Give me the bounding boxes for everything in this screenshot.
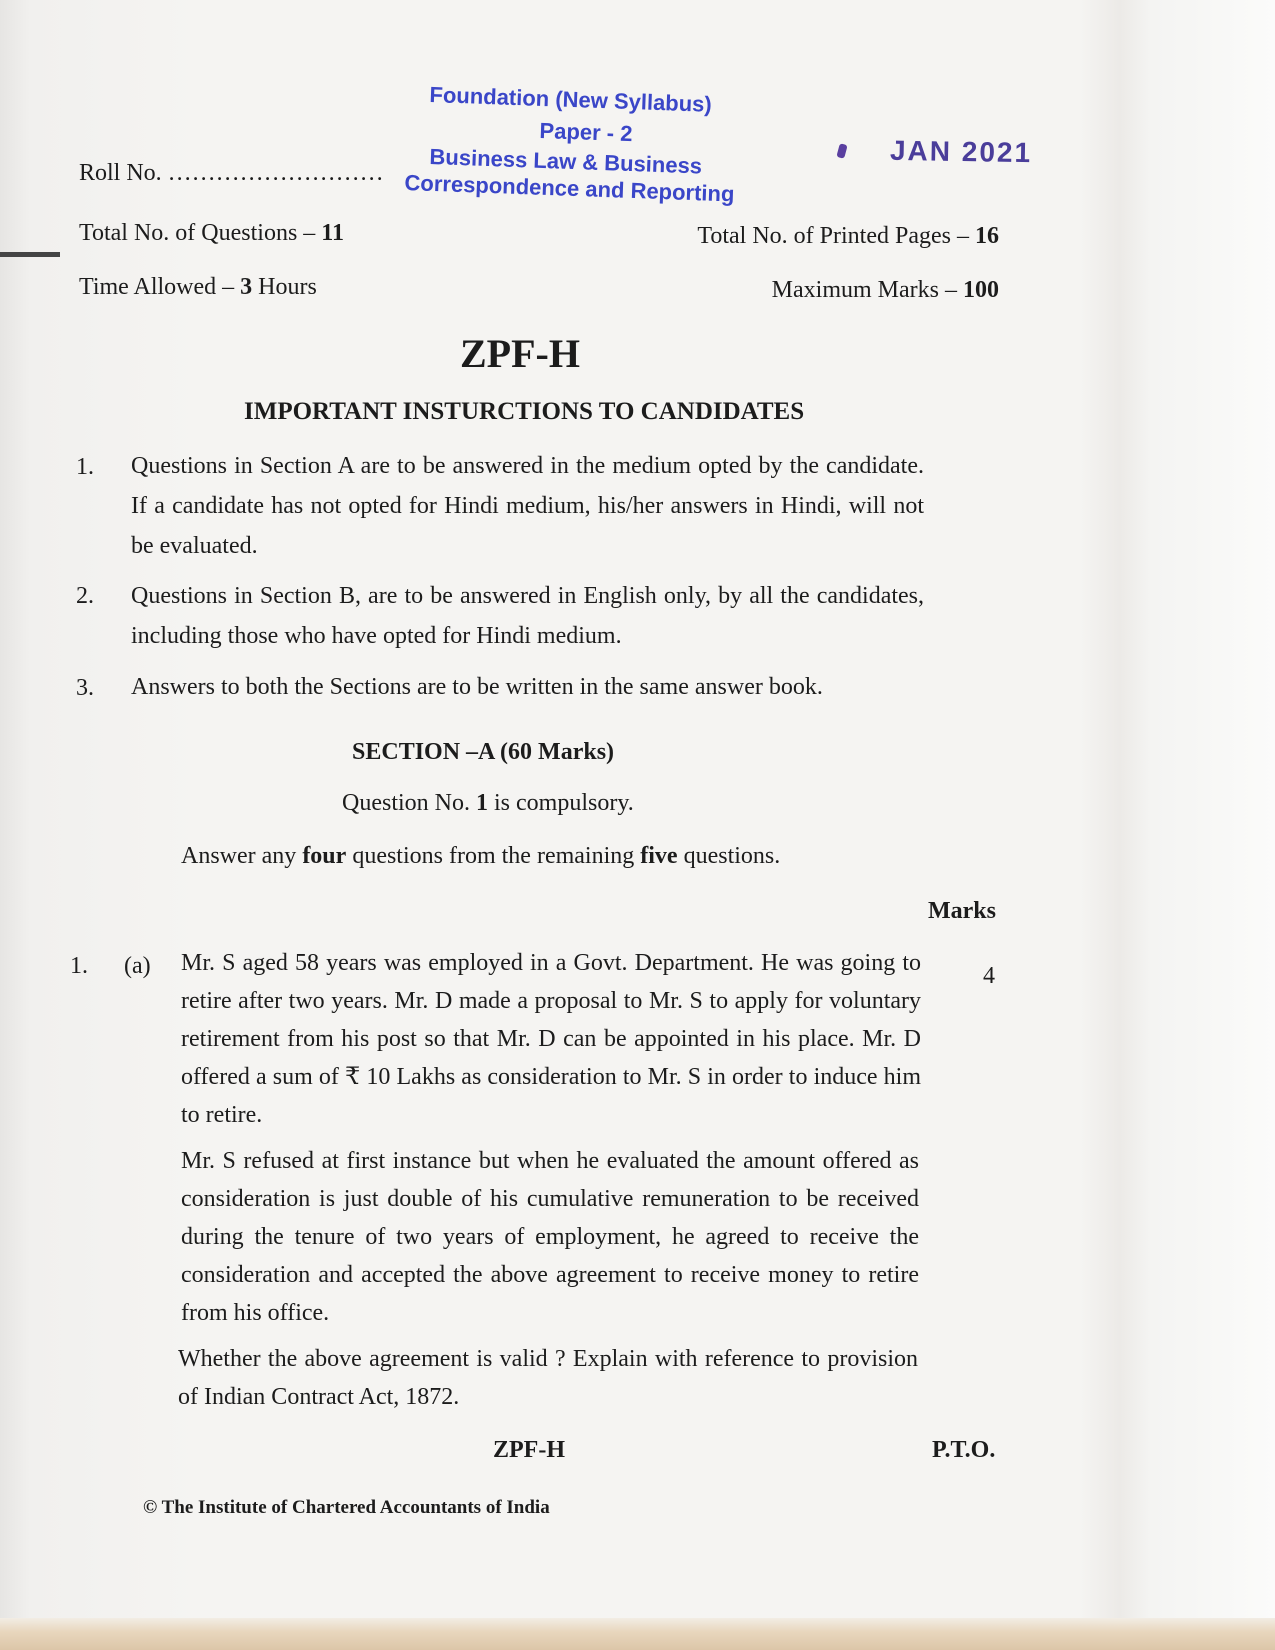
total-pages-label: Total No. of Printed Pages – (697, 223, 975, 249)
question-1-paragraph-1: Mr. S aged 58 years was employed in a Govt. Department. He was going to retire after two years. Mr. D made a proposal to Mr. S to apply for voluntary retirement from his post so that Mr. D can be appointed in his place. Mr. D offered a sum of ₹ 10 Lakhs as consideration to Mr. S in order to induce him to retire. (181, 950, 921, 1128)
instruction-2-number: 2. (76, 583, 94, 609)
instructions-heading: IMPORTANT INSTURCTIONS TO CANDIDATES (244, 398, 805, 425)
compulsory-pre: Question No. (342, 790, 476, 816)
time-allowed (79, 274, 317, 301)
question-1-number: 1. (70, 953, 88, 979)
answer-mid: questions from the remaining (346, 843, 641, 869)
stamp-dot-icon (836, 143, 847, 159)
scan-bottom-band (0, 1618, 1275, 1650)
roll-number-label: Roll No. ……………………… (79, 160, 384, 186)
scan-edge-mark (0, 252, 60, 257)
instruction-3-text: Answers to both the Sections are to be written in the same answer book. (131, 674, 823, 700)
page-turn-over: P.T.O. (932, 1437, 996, 1463)
time-allowed-value: 3 (240, 274, 253, 300)
maximum-marks-value: 100 (963, 277, 999, 303)
total-questions (79, 220, 344, 247)
answer-pre: Answer any (181, 843, 303, 869)
answer-five: five (640, 843, 678, 869)
answer-post: questions. (677, 843, 781, 869)
marks-heading: Marks (928, 898, 996, 924)
stamp-line-4: Correspondence and Reporting (404, 170, 735, 207)
answer-note (181, 843, 780, 870)
instruction-1-number: 1. (76, 454, 94, 480)
total-questions-value: 11 (321, 220, 344, 246)
question-1-marks: 4 (983, 963, 995, 989)
stamp-line-3: Business Law & Business (429, 144, 703, 179)
question-1-part: (a) (124, 953, 151, 979)
question-1-paragraph-2: Mr. S refused at first instance but when he evaluated the amount offered as consideration is just double of his cumulative remuneration to be received during the tenure of two years of employment, he agreed to receive the consideration and accepted the above agreement to receive money to retire from his office. (181, 1148, 919, 1326)
paper-code: ZPF-H (460, 331, 580, 376)
instruction-1-text: Questions in Section A are to be answered in the medium opted by the candidate. If a candidate has not opted for Hindi medium, his/her answers in Hindi, will not be evaluated. (131, 453, 924, 559)
total-pages (697, 223, 999, 250)
compulsory-number: 1 (476, 790, 488, 816)
footer-paper-code: ZPF-H (493, 1437, 565, 1463)
instruction-2-text: Questions in Section B, are to be answered in English only, by all the candidates, including those who have opted for Hindi medium. (131, 583, 924, 649)
exam-date: JAN 2021 (889, 134, 1033, 169)
section-a-heading: SECTION –A (60 Marks) (352, 739, 615, 765)
compulsory-note (342, 790, 634, 817)
time-allowed-label: Time Allowed – (79, 274, 241, 300)
answer-four: four (302, 843, 347, 869)
time-allowed-unit: Hours (252, 274, 317, 300)
maximum-marks (772, 277, 999, 304)
stamp-line-1: Foundation (New Syllabus) (429, 82, 713, 117)
stamp-line-2: Paper - 2 (539, 118, 633, 147)
compulsory-post: is compulsory. (488, 790, 634, 816)
maximum-marks-label: Maximum Marks – (771, 277, 963, 303)
question-1-paragraph-3: Whether the above agreement is valid ? Explain with reference to provision of Indian Contract Act, 1872. (178, 1346, 918, 1410)
instruction-3-number: 3. (76, 675, 94, 701)
total-pages-value: 16 (975, 223, 999, 249)
copyright-notice: © The Institute of Chartered Accountants of India (143, 1497, 550, 1518)
total-questions-label: Total No. of Questions – (79, 220, 322, 246)
